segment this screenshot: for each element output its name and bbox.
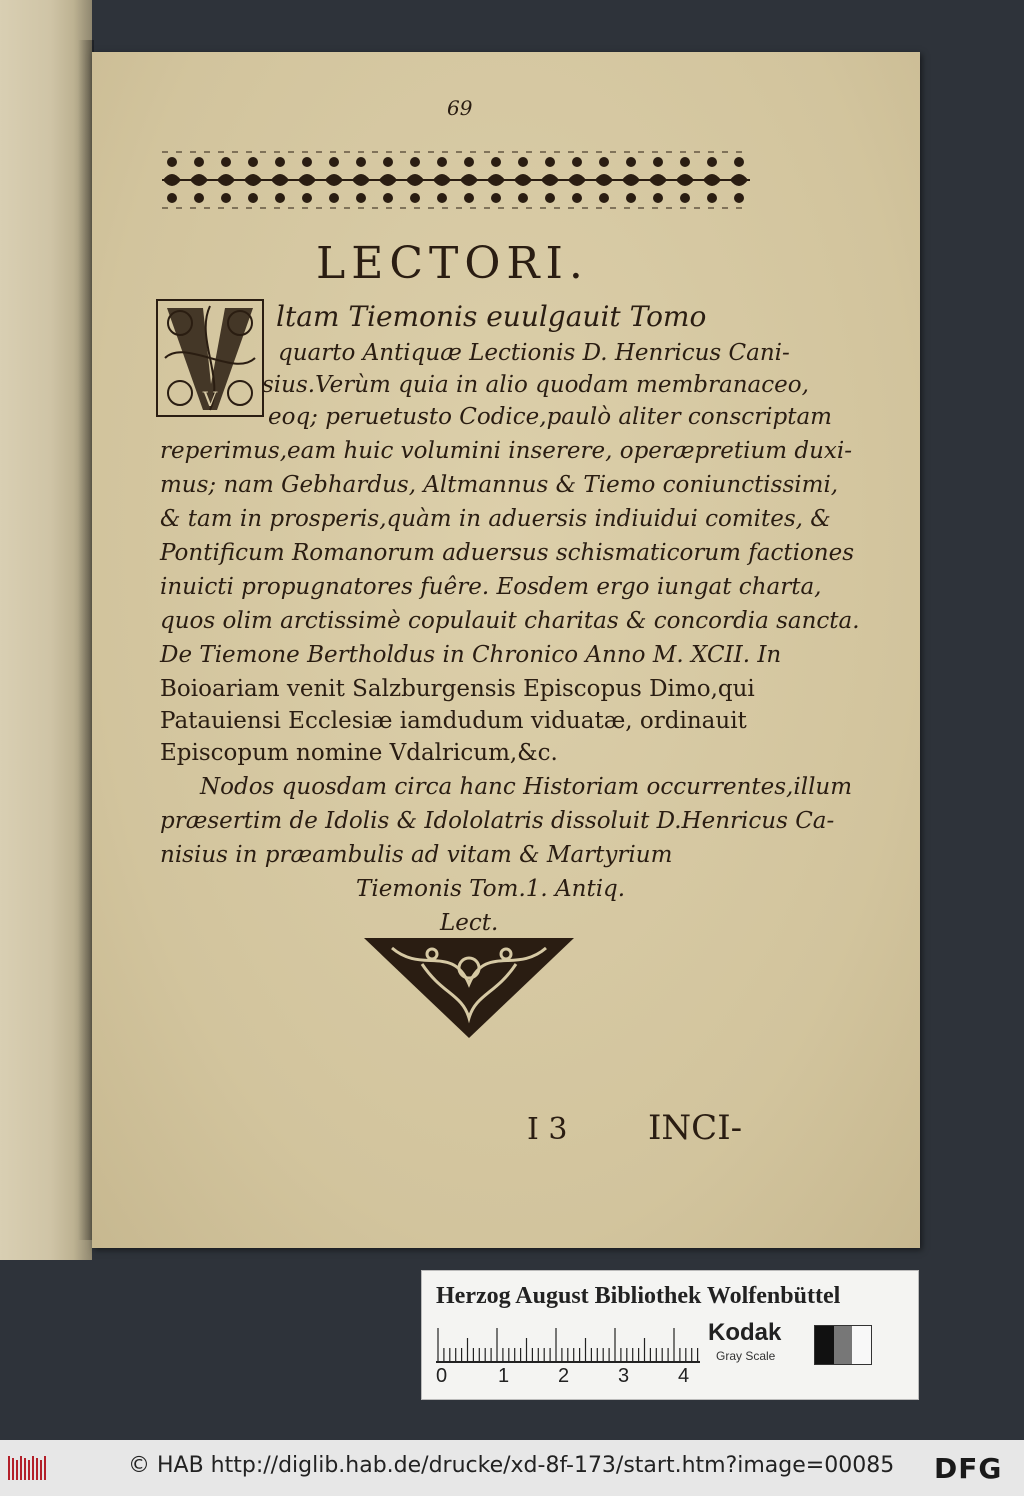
ruler-number: 2: [558, 1365, 570, 1387]
drop-cap-letter: V: [202, 387, 218, 411]
ruler-number: 0: [436, 1365, 448, 1387]
text-line: reperimus,eam huic volumini inserere, operæpretium duxi-: [160, 438, 853, 464]
text-line: De Tiemone Bertholdus in Chronico Anno M. XCII. In: [160, 642, 782, 668]
text-line: Nodos quosdam circa hanc Historiam occurrentes,illum: [200, 774, 853, 800]
swatch-gray: [834, 1326, 853, 1364]
footer-bar: [0, 1440, 1024, 1496]
text-line: Lect.: [440, 910, 499, 936]
page-title: LECTORI.: [316, 238, 589, 289]
swatch-white: [852, 1326, 871, 1364]
folio-number: 69: [447, 96, 473, 120]
kodak-logo: Kodak: [708, 1319, 782, 1346]
text-line: ltam Tiemonis euulgauit Tomo: [276, 300, 707, 333]
dfg-logo: DFG: [934, 1452, 1003, 1485]
text-line: Patauiensi Ecclesiæ iamdudum viduatæ, ordinauit: [160, 708, 747, 734]
color-bar-card: [421, 1270, 919, 1400]
text-line: præsertim de Idolis & Idololatris dissoluit D.Henricus Ca-: [160, 808, 835, 834]
ruler-scale-icon: [436, 1321, 700, 1363]
gray-scale-label: Gray Scale: [716, 1349, 776, 1363]
tailpiece-ornament-icon: [362, 934, 576, 1040]
text-line: Tiemonis Tom.1. Antiq.: [356, 876, 626, 902]
library-name: Herzog August Bibliothek Wolfenbüttel: [436, 1283, 841, 1309]
hab-barcode-logo-icon: [8, 1454, 48, 1482]
text-line: Pontificum Romanorum aduersus schismaticorum factiones: [160, 540, 855, 566]
gray-swatches: [814, 1325, 872, 1365]
ruler-number: 4: [678, 1365, 690, 1387]
catchword: INCI-: [648, 1108, 743, 1148]
text-line: sius.Verùm quia in alio quodam membranaceo,: [262, 372, 809, 398]
swatch-black: [815, 1326, 834, 1364]
text-line: mus; nam Gebhardus, Altmannus & Tiemo coniunctissimi,: [160, 472, 839, 498]
ornament-band-icon: [158, 140, 754, 220]
text-line: Boioariam venit Salzburgensis Episcopus Dimo,qui: [160, 676, 755, 702]
ruler-number: 1: [498, 1365, 510, 1387]
text-line: nisius in præambulis ad vitam & Martyrium: [160, 842, 673, 868]
text-line: eoq; peruetusto Codice,paulò aliter conscriptam: [268, 404, 832, 430]
text-line: Episcopum nomine Vdalricum,&c.: [160, 740, 558, 766]
ruler-numbers: [430, 1365, 710, 1389]
text-line: & tam in prosperis,quàm in aduersis indiuidui comites, &: [160, 506, 831, 532]
copyright-url[interactable]: © HAB http://diglib.hab.de/drucke/xd-8f-173/start.htm?image=00085: [128, 1453, 895, 1478]
text-line: inuicti propugnatores fuêre. Eosdem ergo iungat charta,: [160, 574, 822, 600]
ruler-number: 3: [618, 1365, 630, 1387]
signature-mark: I 3: [527, 1112, 568, 1147]
text-line: quarto Antiquæ Lectionis D. Henricus Cani-: [278, 340, 790, 366]
drop-cap-v-icon: [155, 298, 265, 418]
text-line: quos olim arctissimè copulauit charitas & concordia sancta.: [160, 608, 860, 634]
